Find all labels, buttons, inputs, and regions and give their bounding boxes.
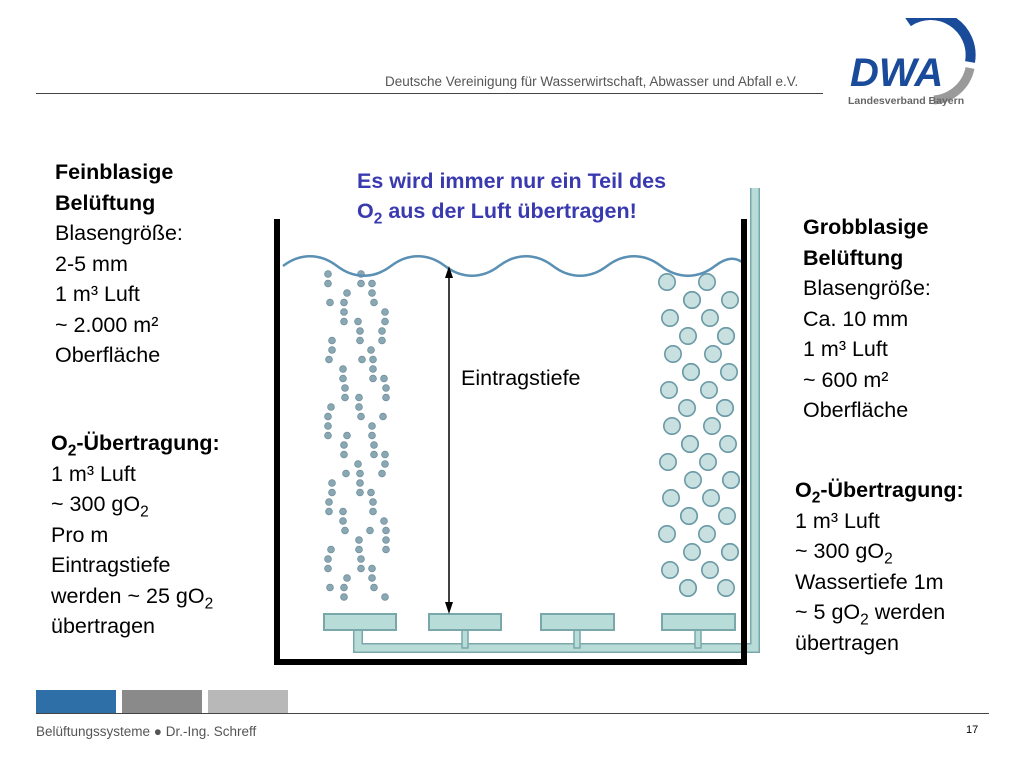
fine-bubble <box>357 470 364 477</box>
fine-bubble <box>367 527 374 534</box>
coarse-bubble <box>684 544 700 560</box>
fine-bubble <box>358 556 365 563</box>
fine-bubble <box>340 518 347 525</box>
fine-bubble <box>329 347 336 354</box>
fine-bubble <box>355 318 362 325</box>
fine-bubble <box>325 280 332 287</box>
fine-bubble <box>381 518 388 525</box>
coarse-line: Blasengröße: <box>803 276 931 300</box>
fine-transfer-block: $O_2$-Übertragung: 1 m³ Luft ~ 300 $gO_2$ Pro m Eintragstiefe werden ~ 25 $gO_2$ übertragen <box>51 428 220 642</box>
fine-bubble <box>371 442 378 449</box>
diffuser-fine <box>324 614 396 630</box>
coarse-bubble <box>699 274 715 290</box>
coarse-bubble <box>722 544 738 560</box>
fine-bubble <box>355 461 362 468</box>
coarse-bubble <box>703 490 719 506</box>
coarse-bubble <box>683 364 699 380</box>
coarse-bubble <box>660 454 676 470</box>
diffuser-stub <box>695 630 701 648</box>
fine-aeration-block <box>55 157 183 371</box>
footer-bar-gray <box>122 690 202 714</box>
fine-bubble <box>327 584 334 591</box>
diagram-title: Es wird immer nur ein Teil des $O_2$ aus der Luft übertragen! <box>357 169 667 228</box>
fine-bubble <box>368 489 375 496</box>
fine-bubble <box>343 470 350 477</box>
fine-bubble <box>325 432 332 439</box>
fine-heading-1: Feinblasige <box>55 160 174 184</box>
fine-bubble <box>341 309 348 316</box>
fine-bubble <box>383 394 390 401</box>
fine-bubble <box>358 565 365 572</box>
fine-bubble <box>383 385 390 392</box>
coarse-bubble <box>679 400 695 416</box>
fine-bubble <box>379 470 386 477</box>
fine-bubble <box>329 489 336 496</box>
fine-bubble <box>341 451 348 458</box>
fine-bubble <box>342 385 349 392</box>
fine-bubble <box>370 366 377 373</box>
coarse-bubble <box>662 562 678 578</box>
fine-bubble <box>327 299 334 306</box>
coarse-bubble <box>701 382 717 398</box>
fine-bubble <box>340 366 347 373</box>
fine-bubble <box>341 442 348 449</box>
fine-transfer-heading: $O_2$-Übertragung: <box>51 431 220 460</box>
fine-bubble <box>356 537 363 544</box>
fine-bubble <box>383 527 390 534</box>
fine-bubble <box>382 318 389 325</box>
fine-bubble <box>325 556 332 563</box>
fine-heading-2: Belüftung <box>55 190 156 215</box>
coarse-bubble <box>665 346 681 362</box>
fine-bubble <box>369 423 376 430</box>
coarse-bubble <box>680 328 696 344</box>
fine-bubble <box>326 508 333 515</box>
fine-bubble <box>371 451 378 458</box>
fine-bubble <box>328 404 335 411</box>
fine-bubble <box>326 499 333 506</box>
coarse-heading-2: Belüftung <box>803 245 904 270</box>
coarse-bubble <box>700 454 716 470</box>
fine-bubble <box>369 432 376 439</box>
coarse-bubble <box>719 508 735 524</box>
coarse-bubble <box>717 400 733 416</box>
fine-bubble <box>370 375 377 382</box>
coarse-bubble <box>685 472 701 488</box>
fine-bubble <box>342 527 349 534</box>
coarse-line: Ca. 10 mm <box>803 306 909 331</box>
fine-line: Oberfläche <box>55 343 161 367</box>
fine-bubble <box>341 584 348 591</box>
organization-name: Deutsche Vereinigung für Wasserwirtschaft, Abwasser und Abfall e.V. <box>385 74 799 89</box>
depth-label: Eintragstiefe <box>461 366 581 390</box>
footer-divider <box>36 713 989 714</box>
fine-bubble <box>341 318 348 325</box>
diffuser-coarse <box>662 614 735 630</box>
diffuser-stub <box>462 630 468 648</box>
fine-bubble <box>379 337 386 344</box>
coarse-heading-1: Grobblasige <box>803 215 929 239</box>
page-number: 17 <box>966 724 979 736</box>
coarse-transfer-block: $O_2$-Übertragung: 1 m³ Luft ~ 300 $gO_2$ Wassertiefe 1m ~ 5 $gO_2$ werden übertragen <box>795 475 964 658</box>
fine-bubble <box>340 375 347 382</box>
diffuser <box>541 614 614 630</box>
coarse-aeration-block <box>803 212 931 426</box>
fine-bubble <box>325 565 332 572</box>
fine-bubble <box>368 347 375 354</box>
coarse-bubble <box>704 418 720 434</box>
coarse-bubble <box>682 436 698 452</box>
fine-bubble <box>370 356 377 363</box>
fine-bubble <box>357 328 364 335</box>
coarse-bubble <box>720 436 736 452</box>
coarse-bubble <box>664 418 680 434</box>
fine-line: Blasengröße: <box>55 221 183 245</box>
coarse-bubble <box>659 274 675 290</box>
logo-subtitle: Landesverband Bayern <box>848 95 965 107</box>
fine-bubbles <box>325 271 390 601</box>
fine-bubble <box>371 299 378 306</box>
coarse-bubble <box>699 526 715 542</box>
fine-bubble <box>371 584 378 591</box>
coarse-bubble <box>723 472 739 488</box>
fine-bubble <box>357 337 364 344</box>
fine-bubble <box>382 461 389 468</box>
fine-bubble <box>326 356 333 363</box>
footer-bar-blue <box>36 690 116 714</box>
coarse-bubble <box>681 508 697 524</box>
diffuser-stub <box>574 630 580 648</box>
fine-bubble <box>383 546 390 553</box>
fine-bubble <box>369 575 376 582</box>
coarse-bubble <box>722 292 738 308</box>
fine-bubble <box>356 546 363 553</box>
fine-bubble <box>369 565 376 572</box>
fine-bubble <box>369 290 376 297</box>
fine-bubble <box>340 508 347 515</box>
fine-bubble <box>382 594 389 601</box>
depth-arrow <box>445 266 453 614</box>
fine-bubble <box>356 404 363 411</box>
fine-line: 1 m³ Luft <box>55 282 140 306</box>
coarse-bubble <box>702 562 718 578</box>
fine-bubble <box>358 280 365 287</box>
footer-bar-light-gray <box>208 690 288 714</box>
fine-bubble <box>356 394 363 401</box>
fine-bubble <box>383 537 390 544</box>
fine-bubble <box>382 309 389 316</box>
footer-text: Belüftungssysteme ● Dr.-Ing. Schreff <box>36 724 257 739</box>
fine-bubble <box>381 375 388 382</box>
fine-bubble <box>382 451 389 458</box>
fine-line: 2-5 mm <box>55 251 128 276</box>
fine-bubble <box>325 271 332 278</box>
coarse-bubble <box>721 364 737 380</box>
fine-bubble <box>344 575 351 582</box>
fine-bubble <box>344 290 351 297</box>
fine-bubble <box>359 356 366 363</box>
fine-bubble <box>328 546 335 553</box>
coarse-bubble <box>718 328 734 344</box>
coarse-bubble <box>718 580 734 596</box>
coarse-bubble <box>680 580 696 596</box>
logo-text: DWA <box>850 51 944 95</box>
coarse-line: Oberfläche <box>803 398 909 422</box>
fine-bubble <box>358 413 365 420</box>
fine-bubble <box>341 299 348 306</box>
fine-bubble <box>380 413 387 420</box>
fine-bubble <box>342 394 349 401</box>
diffuser <box>429 614 501 630</box>
fine-bubble <box>357 489 364 496</box>
fine-bubble <box>325 413 332 420</box>
coarse-bubbles <box>659 274 739 596</box>
coarse-line: ~ 600 m² <box>803 367 889 392</box>
water-surface <box>283 256 742 276</box>
coarse-bubble <box>659 526 675 542</box>
coarse-bubble <box>662 310 678 326</box>
fine-bubble <box>370 499 377 506</box>
coarse-bubble <box>702 310 718 326</box>
coarse-transfer-heading: $O_2$-Übertragung: <box>795 478 964 507</box>
coarse-bubble <box>684 292 700 308</box>
fine-bubble <box>344 432 351 439</box>
fine-bubble <box>369 280 376 287</box>
fine-bubble <box>329 337 336 344</box>
fine-bubble <box>357 480 364 487</box>
fine-bubble <box>379 328 386 335</box>
coarse-bubble <box>705 346 721 362</box>
fine-bubble <box>341 594 348 601</box>
fine-bubble <box>325 423 332 430</box>
coarse-line: 1 m³ Luft <box>803 337 888 361</box>
fine-line: ~ 2.000 m² <box>55 312 159 337</box>
fine-bubble <box>370 508 377 515</box>
fine-bubble <box>329 480 336 487</box>
coarse-bubble <box>663 490 679 506</box>
coarse-bubble <box>661 382 677 398</box>
